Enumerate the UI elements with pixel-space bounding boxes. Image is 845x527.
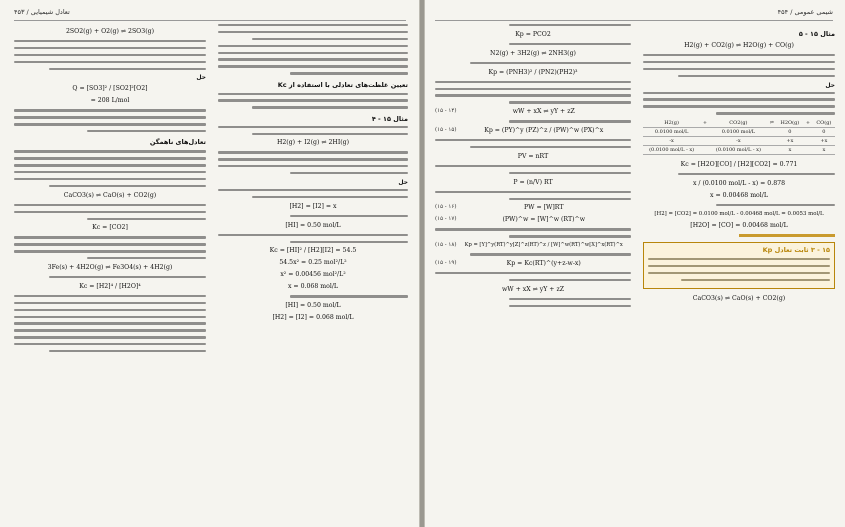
equation: 3Fe(s) + 4H2O(g) ⇌ Fe3O4(s) + 4H2(g) [47,264,173,271]
body-text-line [643,92,835,94]
equation: Kc = [H2O][CO] / [H2][CO2] = 0.771 [680,161,798,169]
body-text-line [14,329,206,331]
table-cell: 0.0100 mol/L [643,128,700,137]
body-text-line [643,105,835,107]
body-text-line [218,31,408,33]
body-text-line [435,165,631,167]
body-text-line [290,72,408,74]
body-text-line [648,265,830,267]
body-text-line [643,54,835,56]
body-text-line [14,171,206,173]
equation: [HI] = 0.50 mol/L [285,221,341,229]
body-text-line [470,146,631,148]
body-text-line [218,58,408,60]
equation: [H2] = [CO2] = 0.0100 mol/L - 0.00468 mol/L = 0.0053 mol/L [654,210,824,217]
body-text-line [49,68,206,70]
solution-label: حل [196,74,206,82]
body-text-line [14,211,206,213]
equation: x = 0.00468 mol/L [710,192,768,200]
equation: 54.5x² = 0.25 mol²/L² [279,259,347,267]
body-text-line [14,243,206,245]
equation: N2(g) + 3H2(g) ⇌ 2NH3(g) [490,49,576,57]
table-cell: 0 [777,128,804,137]
body-text-line [509,298,631,300]
body-text-line [509,24,631,26]
body-text-line [716,204,835,206]
page-header: تعادل شیمیایی / ۴۵۳ [14,8,70,16]
body-text-line [470,253,631,255]
left-page-right-column [218,24,408,521]
body-text-line [14,336,206,338]
page-header: ۴۵۴ / شیمی عمومی [777,8,833,16]
table-cell: + [803,119,813,128]
table-cell [803,137,813,146]
body-text-line [252,38,408,40]
body-text-line [14,54,206,56]
body-text-line [14,123,206,125]
table-cell: CO2(g) [710,119,767,128]
body-text-line [509,43,631,45]
equation: Kp = (PNH3)² / (PN2)(PH2)³ [488,68,578,76]
equation: (۱۵ - ۱۶) PW = [W]RT [435,204,564,212]
body-text-line [643,98,835,100]
body-text-line [14,116,206,118]
table-cell: 0 [813,128,835,137]
equation: PV = nRT [517,152,549,160]
table-cell: -x [643,137,700,146]
body-text-line [14,250,206,252]
equation: (۱۵ - ۱۸) Kp = [Y]^y(RT)^y[Z]^z(RT)^z / [W]^w(RT)^w[X]^x(RT)^x [435,242,623,249]
table-cell [700,137,710,146]
equation: P = (n/V) RT [513,178,553,186]
body-text-line [218,234,408,236]
body-text-line [14,302,206,304]
example-title: مثال ۱۵ - ۵ [798,30,835,38]
table-cell: H2O(g) [777,119,804,128]
body-text-line [14,178,206,180]
table-cell [700,146,710,155]
body-text-line [435,94,631,96]
section-title: ۱۵ - ۳ ثابت تعادل Kp [762,245,830,254]
body-text-line [14,309,206,311]
body-text-line [435,191,631,193]
table-cell: + [700,119,710,128]
table-cell: x [813,146,835,155]
body-text-line [14,150,206,152]
table-cell [803,146,813,155]
body-text-line [643,68,835,70]
body-text-line [435,139,631,141]
equation: H2(g) + I2(g) ⇌ 2HI(g) [276,139,350,147]
body-text-line [218,151,408,153]
body-text-line [290,215,408,217]
table-cell: 0.0100 mol/L [710,128,767,137]
table-row [643,137,835,146]
table-cell [767,146,777,155]
equation: H2(g) + CO2(g) ⇌ H2O(g) + CO(g) [684,42,794,49]
body-text-line [49,276,206,278]
body-text-line [87,130,206,132]
equation: Kp = PCO2 [515,30,551,38]
body-text-line [14,40,206,42]
body-text-line [252,196,408,198]
table-cell [767,137,777,146]
body-text-line [218,99,408,101]
equation: Q = [SO3]² / [SO2]²[O2] [72,85,148,93]
body-text-line [681,279,830,281]
table-cell: (0.0100 mol/L - x) [643,146,700,155]
body-text-line [14,322,206,324]
body-text-line [49,185,206,187]
table-cell: ⇌ [767,119,777,128]
equation: Kc = [CO2] [92,224,128,232]
body-text-line [14,236,206,238]
body-text-line [218,189,408,191]
body-text-line [49,350,206,352]
right-page-left-column [435,24,631,521]
body-text-line [218,65,408,67]
body-text-line [509,198,631,200]
equation: 2SO2(g) + O2(g) ⇌ 2SO3(g) [66,28,154,35]
body-text-line [470,62,631,64]
body-text-line [218,24,408,26]
equation: x / (0.0100 mol/L - x) = 0.878 [692,180,786,188]
body-text-line [252,106,408,108]
table-cell [767,128,777,137]
body-text-line [87,257,206,259]
body-text-line [435,81,631,83]
example-title: مثال ۱۵ - ۴ [371,114,408,123]
body-text-line [14,316,206,318]
table-cell: +x [813,137,835,146]
body-text-line [14,204,206,206]
equation: (۱۵ - ۱۵) Kp = (PY)^y (PZ)^z / (PW)^w (PX)^x [435,127,604,135]
equation: (۱۵ - ۱۴) wW + xX ⇌ yY + zZ [435,108,575,116]
body-text-line [435,88,631,90]
body-text-line [218,165,408,167]
body-text-line [14,164,206,166]
right-page [424,0,845,527]
body-text-line [435,228,631,230]
table-row [643,146,835,155]
equation: [HI] = 0.50 mol/L [285,302,341,310]
ice-table [643,119,835,155]
equation: x = 0.068 mol/L [287,283,339,291]
equation: CaCO3(s) ⇌ CaO(s) + CO2(g) [63,191,157,199]
equation: Kc = [H2]⁴ / [H2O]⁴ [79,282,141,290]
equation: = 208 L/mol [90,97,130,105]
equation: CaCO3(s) ⇌ CaO(s) + CO2(g) [692,295,786,303]
equation: [H2] = [I2] = x [289,202,337,210]
solution-label: حل [398,178,408,186]
body-text-line [716,112,835,114]
body-text-line [290,241,408,243]
table-cell: x [777,146,804,155]
body-text-line [290,172,408,174]
equation: x² = 0.00456 mol²/L² [280,271,346,279]
equation: (۱۵ - ۱۷) (PW)^w = [W]^w (RT)^w [435,216,586,224]
body-text-line [218,126,408,128]
table-cell: -x [710,137,767,146]
body-text-line [435,272,631,274]
equation: wW + xX ⇌ yY + zZ [501,285,565,293]
section-accent-bar [739,234,835,237]
equation: (۱۵ - ۱۹) Kp = Kc(RT)^(y+z-w-x) [435,260,581,268]
table-cell: +x [777,137,804,146]
header-rule [14,20,406,21]
body-text-line [509,305,631,307]
body-text-line [648,258,830,260]
left-page-left-column [14,24,206,521]
body-text-line [648,272,830,274]
table-cell: (0.0100 mol/L - x) [710,146,767,155]
body-text-line [509,120,631,122]
body-text-line [218,45,408,47]
table-row [643,128,835,137]
body-text-line [14,109,206,111]
body-text-line [14,61,206,63]
body-text-line [87,218,206,220]
table-cell: H2(g) [643,119,700,128]
body-text-line [14,295,206,297]
section-title: تعادل‌های ناهمگن [149,138,206,147]
section-box [643,242,835,290]
equation: [H2] = [I2] = 0.068 mol/L [272,314,354,322]
body-text-line [509,235,631,237]
equation: Kc = [HI]² / [H2][I2] = 54.5 [269,247,357,255]
body-text-line [218,158,408,160]
header-rule [435,20,833,21]
body-text-line [218,93,408,95]
body-text-line [509,101,631,103]
solution-label: حل [825,81,835,89]
body-text-line [218,52,408,54]
body-text-line [290,295,408,297]
body-text-line [252,133,408,135]
body-text-line [678,75,835,77]
table-cell [803,128,813,137]
body-text-line [509,279,631,281]
body-text-line [14,157,206,159]
table-cell: CO(g) [813,119,835,128]
table-row [643,119,835,128]
left-page [0,0,420,527]
body-text-line [14,47,206,49]
body-text-line [678,173,835,175]
equation: [H2O] = [CO] = 0.00468 mol/L [690,221,788,229]
section-title: تعیین غلظت‌های تعادلی با استفاده از Kc [277,80,408,89]
right-page-right-column [643,24,835,521]
table-cell [700,128,710,137]
body-text-line [14,343,206,345]
body-text-line [643,61,835,63]
body-text-line [509,172,631,174]
